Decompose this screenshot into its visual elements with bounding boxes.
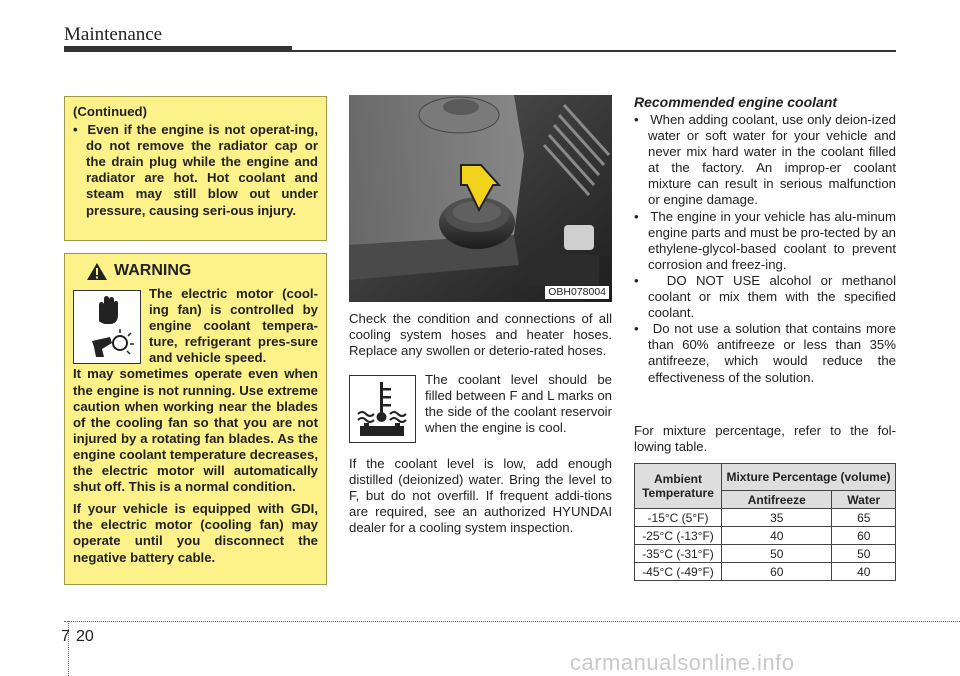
recommended-coolant-list (634, 112, 896, 386)
engine-photo (349, 95, 612, 302)
table-cell-temp: -15°C (5°F) (635, 509, 722, 527)
table-cell-water: 40 (832, 563, 896, 581)
table-cell-antifreeze: 40 (722, 527, 832, 545)
list-item: • Do not use a solution that contains more than 60% antifreeze or less than 35% antifreeze, which would reduce the effectiveness of the solution. (634, 321, 896, 385)
caution-bullet-text: Even if the engine is not operat-ing, do not remove the radiator cap or the drain plug while the engine and radiator are hot. Hot coolant and steam may still blow out under pressure, causing seri-ous injury. (86, 122, 318, 218)
warning-box (64, 253, 327, 585)
mixture-intro-text: For mixture percentage, refer to the fol-lowing table. (634, 423, 896, 455)
table-cell-antifreeze: 60 (722, 563, 832, 581)
mixture-table (634, 463, 896, 581)
table-header-water: Water (832, 491, 896, 509)
header-rule-thin (292, 50, 896, 52)
warning-text-gdi: If your vehicle is equipped with GDI, the electric motor (cooling fan) may operate until you disconnect the negative battery cable. (73, 501, 318, 565)
list-item-text: When adding coolant, use only deion-ized water or soft water for your vehicle and never mix hard water in the coolant filled at the factory. An improp-er coolant mixture can result in serious malfunction or engine damage. (648, 112, 896, 208)
table-cell-temp: -35°C (-31°F) (635, 545, 722, 563)
table-header-mixture: Mixture Percentage (volume) (722, 464, 896, 491)
photo-label: OBH078004 (545, 286, 609, 299)
header-rule-thick (64, 46, 292, 52)
caution-title: (Continued) (73, 104, 147, 119)
footer-rule (64, 621, 960, 623)
table-cell-water: 60 (832, 527, 896, 545)
list-item: • When adding coolant, use only deion-ized water or soft water for your vehicle and never mix hard water in the coolant filled at the factory. An improp-er coolant mixture can result in serious malfunction or engine damage. (634, 112, 896, 208)
fan-hazard-icon (74, 327, 140, 363)
table-cell-temp: -25°C (-13°F) (635, 527, 722, 545)
table-row (635, 563, 896, 581)
warning-triangle-icon (86, 262, 108, 281)
list-item-text: The engine in your vehicle has alu-minum engine parts and must be pro-tected by an ethylene-glycol-based coolant to prevent corrosion and freez-ing. (648, 208, 896, 272)
table-row (635, 527, 896, 545)
table-header-antifreeze: Antifreeze (722, 491, 832, 509)
page-number: 20 (76, 628, 94, 645)
warning-title: WARNING (114, 262, 192, 280)
table-cell-temp: -45°C (-49°F) (635, 563, 722, 581)
table-cell-water: 65 (832, 509, 896, 527)
table-row (635, 509, 896, 527)
warning-pictogram (73, 290, 141, 364)
warning-text-intro: The electric motor (cool-ing fan) is controlled by engine coolant tempera-ture, refrigerant pres-sure and vehicle speed. (149, 286, 318, 366)
recommended-coolant-heading: Recommended engine coolant (634, 94, 838, 110)
watermark: carmanualsonline.info (570, 650, 795, 675)
list-item-text: Do not use a solution that contains more than 60% antifreeze or less than 35% antifreeze, which would reduce the effectiveness of the solution. (648, 321, 896, 385)
table-cell-water: 50 (832, 545, 896, 563)
warning-header (86, 262, 318, 281)
table-cell-antifreeze: 50 (722, 545, 832, 563)
table-header-ambient: Ambient Temperature (635, 464, 722, 509)
list-item-text: DO NOT USE alcohol or methanol coolant or mix them with the specified coolant. (648, 272, 897, 321)
engine-photo-illustration (349, 95, 612, 302)
table-row (635, 545, 896, 563)
chapter-number: 7 (61, 628, 70, 645)
list-item: • DO NOT USE alcohol or methanol coolant or mix them with the specified coolant. (634, 272, 897, 321)
warning-text-main: It may sometimes operate even when the engine is not running. Use extreme caution when working near the blades of the cooling fan so that you are not injured by a rotating fan blades. As the engine coolant temperature decreases, the electric motor will automatically shut off. This is a normal condition. (73, 366, 318, 495)
hose-check-text: Check the condition and connections of all cooling system hoses and heater hoses. Replace any swollen or deterio-rated hoses. (349, 311, 612, 359)
caution-box (64, 96, 327, 241)
table-cell-antifreeze: 35 (722, 509, 832, 527)
caution-bullet: • Even if the engine is not operat-ing, do not remove the radiator cap or the drain plug while the engine and radiator are hot. Hot coolant and steam may still blow out under pressure, causing seri-ous injury. (73, 122, 318, 218)
coolant-low-text: If the coolant level is low, add enough distilled (deionized) water. Bring the level to F, but do not overfill. If frequent addi-tions are required, see an authorized HYUNDAI dealer for a cooling system inspection. (349, 456, 612, 536)
coolant-level-text: The coolant level should be filled between F and L marks on the side of the coolant reservoir when the engine is cool. (425, 372, 612, 436)
hand-stop-icon (74, 291, 140, 327)
header-title: Maintenance (64, 24, 163, 45)
coolant-level-icon (349, 375, 416, 443)
list-item: • The engine in your vehicle has alu-minum engine parts and must be pro-tected by an ethylene-glycol-based coolant to prevent corrosion and freez-ing. (634, 208, 896, 272)
